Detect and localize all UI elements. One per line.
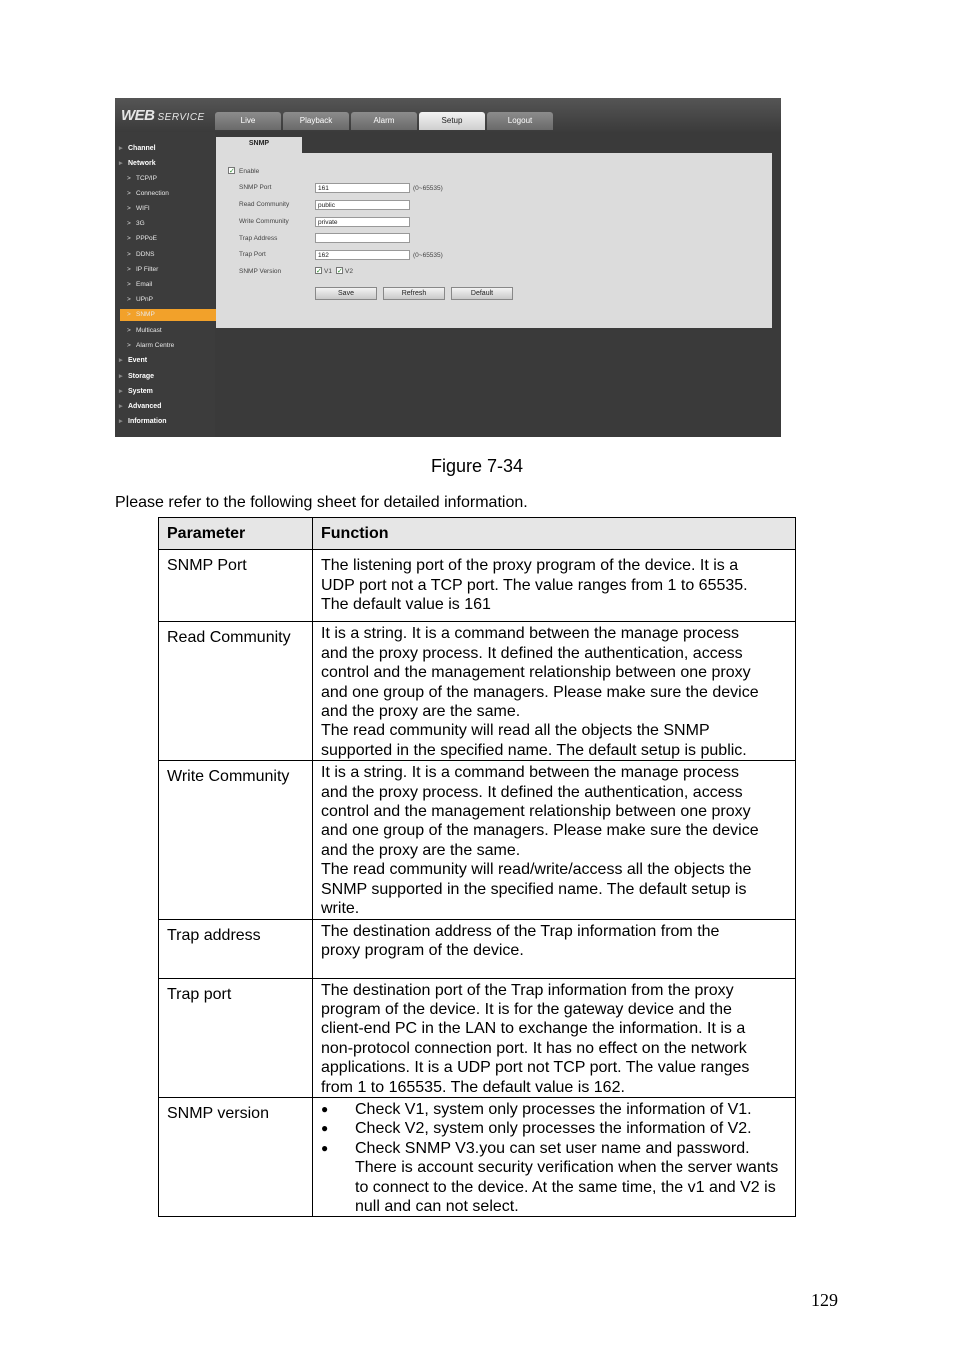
- tab-setup[interactable]: Setup: [419, 112, 485, 130]
- tab-playback[interactable]: Playback: [283, 112, 349, 130]
- function-line: and the proxy process. It defined the authentication, access: [321, 644, 743, 662]
- function-line: The destination address of the Trap information from the: [321, 922, 720, 940]
- write-community-input[interactable]: private: [315, 217, 410, 227]
- sidebar-item-upnp[interactable]: > UPnP: [115, 294, 234, 306]
- sidebar-item-connection[interactable]: > Connection: [115, 188, 234, 200]
- function-cell: [313, 761, 796, 919]
- sidebar-item-pppoe[interactable]: > PPPoE: [115, 233, 234, 245]
- sidebar-item-system[interactable]: ▸ System: [115, 386, 226, 398]
- header-function: Function: [313, 518, 796, 550]
- bullet-item: ● Check V1, system only processes the information of V1.: [321, 1100, 787, 1119]
- function-line: It is a string. It is a command between the manage process: [321, 625, 739, 643]
- sidebar-item-tcpip[interactable]: > TCP/IP: [115, 173, 234, 185]
- sidebar-item-event[interactable]: ▸ Event: [115, 355, 226, 367]
- sidebar-item-alarm-centre[interactable]: > Alarm Centre: [115, 340, 234, 352]
- sidebar: [115, 132, 215, 437]
- function-line: non-protocol connection port. It has no effect on the network: [321, 1039, 747, 1057]
- sidebar-item-advanced[interactable]: ▸ Advanced: [115, 401, 226, 413]
- bullet-item: ● Check V2, system only processes the information of V2.: [321, 1119, 787, 1138]
- function-line: The read community will read/write/access all the objects the: [321, 861, 752, 879]
- content-tab-snmp[interactable]: SNMP: [216, 137, 302, 153]
- tab-alarm[interactable]: Alarm: [351, 112, 417, 130]
- function-line: It is a string. It is a command between the manage process: [321, 764, 739, 782]
- function-line: The listening port of the proxy program of the device. It is a: [321, 557, 739, 575]
- sidebar-item-email[interactable]: > Email: [115, 279, 234, 291]
- sidebar-item-storage[interactable]: ▸ Storage: [115, 371, 226, 383]
- sidebar-item-ip-filter[interactable]: > IP Filter: [115, 264, 234, 276]
- v2-label: V2: [345, 268, 353, 275]
- function-line: control and the management relationship between one proxy: [321, 803, 751, 821]
- function-line: and the proxy process. It defined the authentication, access: [321, 783, 743, 801]
- function-line: and the proxy are the same.: [321, 703, 521, 721]
- function-line: write.: [321, 900, 360, 918]
- main-tabs: [215, 112, 553, 130]
- sidebar-item-multicast[interactable]: > Multicast: [115, 325, 234, 337]
- read-community-input[interactable]: public: [315, 200, 410, 210]
- v1-checkbox[interactable]: ✓: [316, 268, 322, 275]
- param-cell: Trap address: [159, 919, 313, 978]
- intro-text: Please refer to the following sheet for detailed information.: [115, 494, 528, 511]
- page-number: 129: [811, 1290, 838, 1310]
- enable-checkbox[interactable]: ✓: [229, 168, 235, 175]
- function-line: UDP port not a TCP port. The value ranges from 1 to 65535.: [321, 576, 748, 594]
- sidebar-item-channel[interactable]: ▸ Channel: [115, 143, 226, 155]
- refresh-button[interactable]: Refresh: [383, 287, 445, 300]
- param-cell: Write Community: [159, 761, 313, 919]
- function-line: applications. It is a UDP port not TCP port. The value ranges: [321, 1059, 750, 1077]
- parameter-table: [158, 517, 796, 1217]
- table-row: [159, 550, 796, 622]
- table-row: [159, 978, 796, 1097]
- function-line: The default value is 161: [321, 596, 491, 614]
- function-line: client-end PC in the LAN to exchange the information. It is a: [321, 1020, 746, 1038]
- snmp-port-label: SNMP Port: [239, 184, 272, 191]
- trap-address-label: Trap Address: [239, 235, 278, 242]
- default-button[interactable]: Default: [451, 287, 513, 300]
- trap-port-input[interactable]: 162: [315, 250, 410, 260]
- function-cell: [313, 978, 796, 1097]
- function-line: from 1 to 165535. The default value is 162.: [321, 1078, 625, 1096]
- snmp-port-input[interactable]: 161: [315, 183, 410, 193]
- function-line: program of the device. It is for the gateway device and the: [321, 1000, 732, 1018]
- function-line: SNMP supported in the specified name. The default setup is: [321, 880, 747, 898]
- read-community-label: Read Community: [239, 201, 290, 208]
- table-row: [159, 622, 796, 761]
- function-line: proxy program of the device.: [321, 941, 524, 959]
- figure-caption: Figure 7-34: [430, 456, 524, 476]
- table-header-row: [159, 518, 796, 550]
- sidebar-item-ddns[interactable]: > DDNS: [115, 249, 234, 261]
- v1-label: V1: [324, 268, 332, 275]
- param-cell: Trap port: [159, 978, 313, 1097]
- function-line: supported in the specified name. The default setup is public.: [321, 741, 747, 759]
- snmp-port-hint: (0~65535): [413, 185, 443, 192]
- version-bullet-list: [321, 1100, 787, 1216]
- v2-checkbox[interactable]: ✓: [337, 268, 343, 275]
- sidebar-item-snmp[interactable]: > SNMP: [120, 309, 228, 321]
- trap-port-label: Trap Port: [239, 251, 266, 258]
- function-cell: [313, 919, 796, 978]
- save-button[interactable]: Save: [315, 287, 377, 300]
- bullet-item: ● Check SNMP V3.you can set user name and password. There is account security verification when the server wants to connect to the device. At the same time, the v1 and V2 is null and can not select.: [321, 1139, 787, 1217]
- function-cell: [313, 1097, 796, 1216]
- header-parameter: Parameter: [159, 518, 313, 550]
- snmp-settings-panel: [216, 153, 772, 328]
- param-cell: Read Community: [159, 622, 313, 761]
- sidebar-item-wifi[interactable]: > WIFI: [115, 203, 234, 215]
- function-line: control and the management relationship between one proxy: [321, 664, 751, 682]
- param-cell: SNMP Port: [159, 550, 313, 622]
- table-row: [159, 761, 796, 919]
- write-community-label: Write Community: [239, 218, 289, 225]
- sidebar-item-3g[interactable]: > 3G: [115, 218, 234, 230]
- trap-port-hint: (0~65535): [413, 252, 443, 259]
- top-bar: [115, 98, 781, 132]
- function-cell: [313, 550, 796, 622]
- function-cell: [313, 622, 796, 761]
- enable-label: Enable: [239, 168, 260, 175]
- sidebar-item-network[interactable]: ▸ Network: [115, 158, 226, 170]
- function-line: The destination port of the Trap information from the proxy: [321, 981, 734, 999]
- function-line: and the proxy are the same.: [321, 841, 521, 859]
- web-service-screenshot: [115, 98, 781, 437]
- function-line: and one group of the managers. Please make sure the device: [321, 822, 759, 840]
- table-row: [159, 1097, 796, 1216]
- tab-live[interactable]: Live: [215, 112, 281, 130]
- param-cell: SNMP version: [159, 1097, 313, 1216]
- sidebar-item-information[interactable]: ▸ Information: [115, 416, 226, 428]
- table-row: [159, 919, 796, 978]
- tab-logout[interactable]: Logout: [487, 112, 553, 130]
- trap-address-input[interactable]: [315, 233, 410, 243]
- web-service-logo: WEB SERVICE: [121, 107, 205, 124]
- function-line: and one group of the managers. Please make sure the device: [321, 683, 759, 701]
- snmp-version-label: SNMP Version: [239, 268, 282, 275]
- function-line: The read community will read all the objects the SNMP: [321, 722, 710, 740]
